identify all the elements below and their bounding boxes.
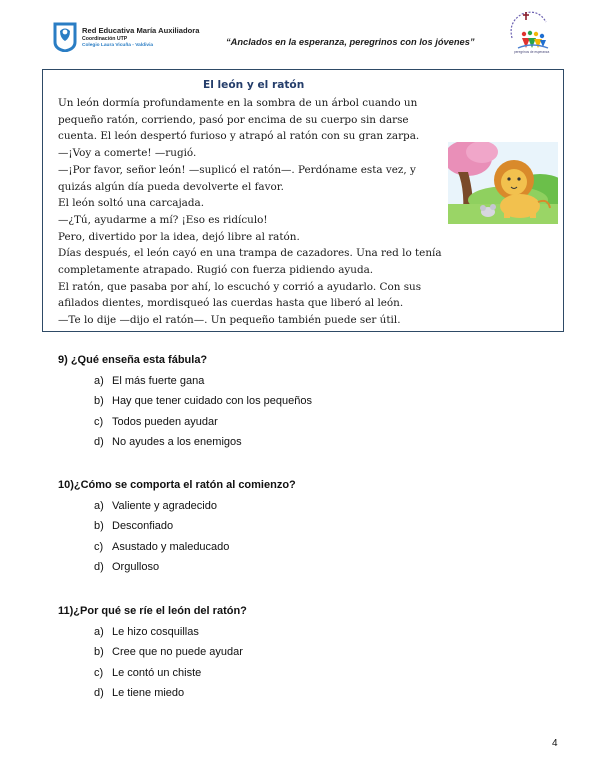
option-text: Valiente y agradecido	[112, 500, 217, 512]
option-letter: b)	[94, 520, 104, 533]
answer-options	[58, 622, 247, 703]
option-letter: d)	[94, 435, 104, 448]
college-name: Colegio Laura Vicuña - Valdivia	[82, 42, 154, 48]
story-title: El león y el ratón	[203, 79, 305, 91]
lion-and-mouse-illustration	[448, 142, 558, 224]
answer-option[interactable]	[58, 432, 242, 452]
story-line: —Te lo dije —dijo el ratón—. Un pequeño también puede ser útil.	[58, 314, 401, 327]
answer-options	[58, 496, 296, 577]
answer-option[interactable]	[58, 537, 296, 557]
answer-option[interactable]	[58, 642, 247, 662]
answer-option[interactable]	[58, 683, 247, 703]
answer-option[interactable]	[58, 412, 218, 432]
option-letter: a)	[94, 500, 104, 512]
answer-option[interactable]	[58, 516, 296, 536]
answer-option[interactable]	[58, 663, 247, 683]
story-line: El león soltó una carcajada.	[58, 197, 205, 210]
question-10	[58, 479, 296, 577]
answer-option[interactable]	[58, 496, 296, 516]
story-line: Días después, el león cayó en una trampa de cazadores. Una red lo tenía	[58, 247, 442, 260]
option-letter: c)	[94, 666, 104, 679]
option-text: El más fuerte gana	[112, 375, 205, 387]
page-header	[0, 0, 600, 62]
option-letter: c)	[94, 540, 104, 553]
school-name-block	[82, 27, 199, 49]
story-line: cuenta. El león despertó furioso y atrapó al ratón con su gran zarpa.	[58, 130, 420, 143]
option-letter: a)	[94, 626, 104, 638]
school-name: Red Educativa María Auxiliadora	[82, 26, 200, 35]
option-letter: a)	[94, 375, 104, 387]
coordination-label: Coordinación UTP	[82, 35, 128, 42]
story-line: —¡Voy a comerte! —rugió.	[58, 147, 197, 160]
option-text: Le hizo cosquillas	[112, 626, 199, 638]
answer-option[interactable]	[58, 371, 207, 391]
story-line: Pero, divertido por la idea, dejó libre al ratón.	[58, 230, 300, 243]
option-letter: d)	[94, 686, 104, 699]
answer-option[interactable]	[58, 622, 247, 642]
option-letter: b)	[94, 646, 104, 659]
option-text: Asustado y maleducado	[112, 540, 230, 553]
option-letter: b)	[94, 395, 104, 408]
option-letter: d)	[94, 560, 104, 573]
option-letter: c)	[94, 415, 104, 428]
question-text: 9) ¿Qué enseña esta fábula?	[58, 354, 208, 366]
school-logo-icon	[52, 22, 78, 52]
option-text: Hay que tener cuidado con los pequeños	[112, 395, 312, 408]
option-text: Cree que no puede ayudar	[112, 646, 243, 659]
option-text: No ayudes a los enemigos	[112, 435, 242, 448]
story-line: —¡Por favor, señor león! —suplicó el ratón—. Perdóname esta vez, y	[58, 163, 416, 176]
answer-options	[58, 371, 312, 452]
option-text: Le contó un chiste	[112, 666, 202, 679]
page-number: 4	[552, 738, 558, 749]
header-motto: “Anclados en la esperanza, peregrinos con los jóvenes”	[226, 37, 475, 47]
story-box	[42, 69, 564, 332]
story-text	[58, 95, 442, 329]
question-text: 10)¿Cómo se comporta el ratón al comienzo?	[58, 479, 296, 491]
story-line: —¿Tú, ayudarme a mí? ¡Eso es ridículo!	[58, 213, 268, 226]
option-text: Le tiene miedo	[112, 686, 185, 699]
story-line: afilados dientes, mordisqueó las cuerdas hasta que liberó al león.	[58, 297, 404, 310]
story-line: quizás algún día pueda devolverte el favor.	[58, 180, 284, 193]
answer-option[interactable]	[58, 391, 312, 411]
story-line: Un león dormía profundamente en la sombra de un árbol cuando un	[58, 97, 418, 109]
option-text: Orgulloso	[112, 560, 160, 573]
emblem-caption: peregrinos de esperanza	[514, 50, 550, 54]
answer-option[interactable]	[58, 557, 296, 577]
story-line: El ratón, que pasaba por ahí, lo escuchó y corrió a ayudarlo. Con sus	[58, 280, 422, 293]
option-text: Todos pueden ayudar	[112, 415, 218, 428]
jubilee-emblem-icon	[502, 8, 554, 54]
option-text: Desconfiado	[112, 520, 174, 533]
story-line: pequeño ratón, corriendo, pasó por encima de su cuerpo sin darse	[58, 113, 409, 126]
question-11	[58, 605, 247, 703]
question-9	[58, 354, 312, 452]
story-line: completamente atrapado. Rugió con fuerza pidiendo ayuda.	[58, 264, 374, 277]
question-text: 11)¿Por qué se ríe el león del ratón?	[58, 605, 247, 617]
